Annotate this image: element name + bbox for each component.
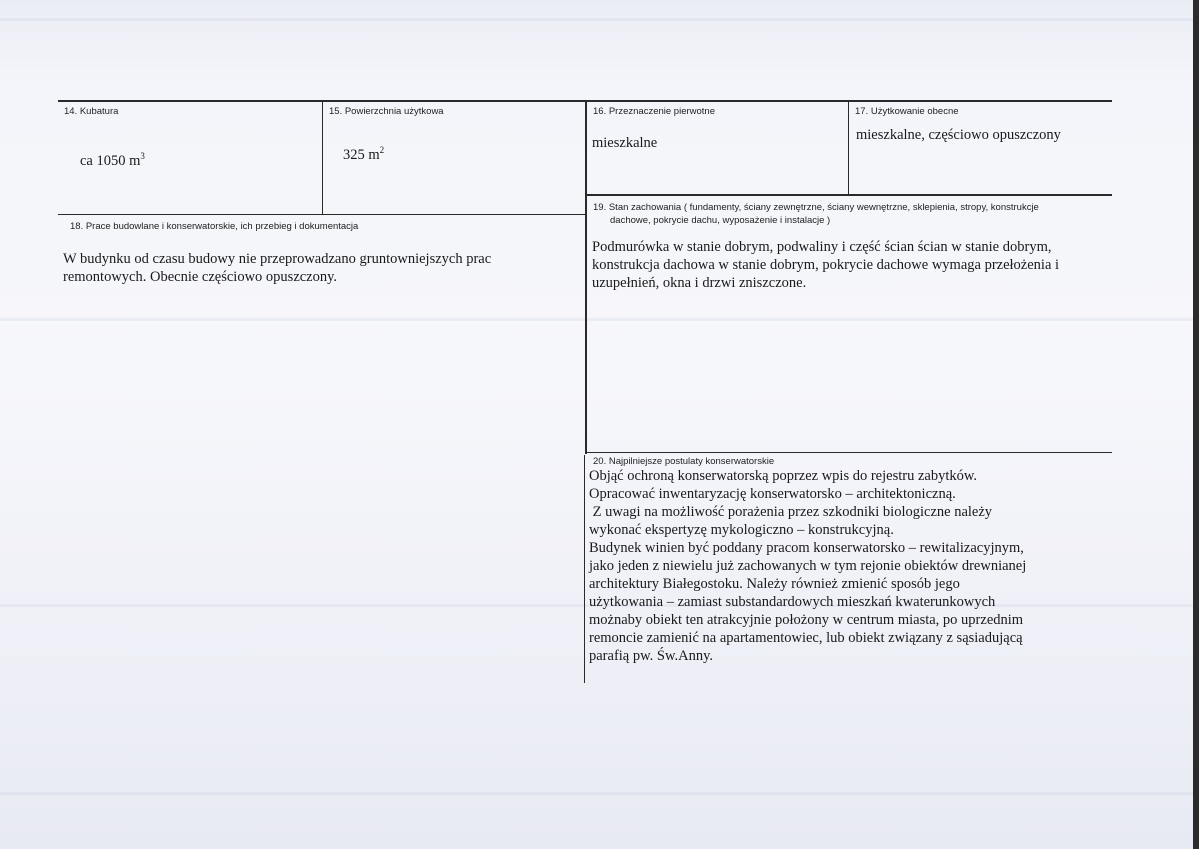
scan-band	[0, 18, 1199, 21]
row-rule-right-19	[586, 194, 1112, 196]
field-16-value: mieszkalne	[592, 135, 658, 151]
field-17-value: mieszkalne, częściowo opuszczony	[856, 127, 1061, 143]
text-line: W budynku od czasu budowy nie przeprowadzano gruntowniejszych prac	[63, 251, 492, 267]
text-line: jako jeden z niewielu już zachowanych w tym rejonie obiektów drewnianej	[589, 558, 1027, 574]
text-line: użytkowania – zamiast substandardowych mieszkań kwaterunkowych	[589, 594, 996, 610]
text-line: wykonać ekspertyzę mykologiczno – konstrukcyjną.	[589, 522, 894, 538]
scan-edge	[1193, 0, 1199, 849]
field-18-label: 18. Prace budowlane i konserwatorskie, ich przebieg i dokumentacja	[70, 221, 359, 232]
label-line: 19. Stan zachowania ( fundamenty, ściany zewnętrzne, ściany wewnętrzne, sklepienia, stropy, konstrukcje	[593, 202, 1039, 213]
text-line: Budynek winien być poddany pracom konserwatorsko – rewitalizacyjnym,	[589, 540, 1024, 556]
field-14-label: 14. Kubatura	[64, 106, 119, 117]
text-line: możnaby obiekt ten atrakcyjnie położony w centrum miasta, po uprzednim	[589, 612, 1024, 628]
field-20-text	[589, 467, 1107, 665]
label-line: dachowe, pokrycie dachu, wyposażenie i instalacje )	[610, 215, 831, 226]
divider-middle-lower	[584, 455, 585, 683]
field-19-text	[592, 238, 1107, 292]
divider-16-17	[848, 101, 849, 196]
text-line: remontowych. Obecnie częściowo opuszczony.	[63, 269, 338, 285]
text-line: Z uwagi na możliwość porażenia przez szkodniki biologiczne należy	[589, 504, 993, 520]
scan-band	[0, 792, 1199, 795]
text-line: Opracować inwentaryzację konserwatorsko – architektoniczną.	[589, 486, 956, 502]
text-line: Objąć ochroną konserwatorską poprzez wpis do rejestru zabytków.	[589, 468, 978, 484]
text-line: architektury Białegostoku. Należy również zmienić sposób jego	[589, 576, 960, 592]
field-17-label: 17. Użytkowanie obecne	[855, 106, 959, 117]
field-19-label	[593, 201, 1108, 227]
row-rule-right-20	[586, 452, 1112, 453]
divider-14-15	[322, 101, 323, 215]
field-14-value: ca 1050 $m^3$	[80, 151, 145, 169]
scan-band	[0, 318, 1199, 321]
field-15-label: 15. Powierzchnia użytkowa	[329, 106, 444, 117]
text-line: konstrukcja dachowa w stanie dobrym, pokrycie dachowe wymaga przełożenia i	[592, 257, 1060, 273]
field-16-label: 16. Przeznaczenie pierwotne	[593, 106, 715, 117]
text-line: parafią pw. Św.Anny.	[589, 648, 714, 664]
field-20-label: 20. Najpilniejsze postulaty konserwatorskie	[593, 456, 775, 467]
divider-middle	[585, 101, 587, 454]
field-15-value: 325 $m^2$	[343, 145, 385, 163]
field-18-text	[63, 250, 582, 286]
text-line: remoncie zamienić na apartamentowiec, lub obiekt związany z sąsiadującą	[589, 630, 1023, 646]
text-line: Podmurówka w stanie dobrym, podwaliny i część ścian ścian w stanie dobrym,	[592, 239, 1052, 255]
text-line: uzupełnień, okna i drzwi zniszczone.	[592, 275, 807, 291]
